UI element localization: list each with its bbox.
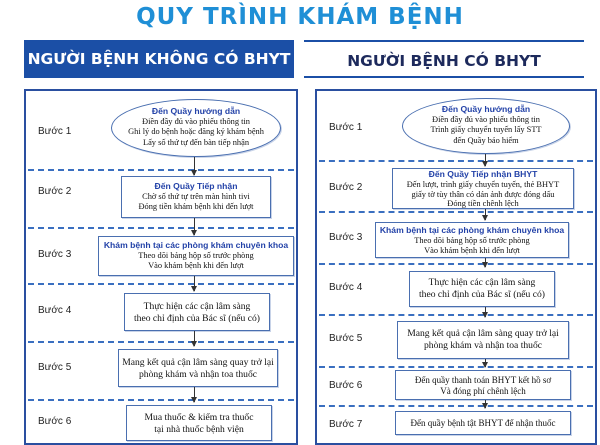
flow-arrow	[194, 387, 195, 402]
step-box	[121, 176, 271, 218]
step-label: Bước 1	[329, 122, 363, 133]
step-title: Đến Quầy hướng dẫn	[441, 104, 531, 114]
step-label: Bước 6	[38, 416, 72, 427]
step-title: Đến Quầy hướng dẫn	[151, 106, 241, 116]
step-label: Bước 6	[329, 380, 363, 391]
step-text: Đến lượt, trình giấy chuyển tuyến, thẻ BHYT	[406, 179, 560, 189]
step-text: phòng khám và nhận toa thuốc	[423, 339, 543, 351]
step-text: theo chỉ định của Bác sĩ (nếu có)	[133, 312, 260, 324]
step-box	[409, 271, 555, 307]
step-box	[118, 349, 278, 387]
step-text: phòng khám và nhận toa thuốc	[138, 368, 258, 380]
flow-arrow	[194, 218, 195, 235]
step-box	[111, 99, 281, 157]
header-insurance: NGƯỜI BỆNH CÓ BHYT	[304, 40, 584, 78]
step-label: Bước 2	[329, 182, 363, 193]
step-label: Bước 3	[38, 249, 72, 260]
step-text: Theo dõi bảng hộp số trước phòng	[414, 235, 530, 245]
flow-arrow	[485, 400, 486, 408]
step-text: Đến quầy bệnh tật BHYT để nhận thuốc	[410, 418, 556, 428]
step-box	[395, 411, 571, 435]
step-text: Điền đầy đủ vào phiếu thông tin	[432, 114, 540, 124]
step-text: Mua thuốc & kiểm tra thuốc	[144, 412, 254, 423]
step-box	[375, 222, 569, 258]
flow-arrow	[485, 258, 486, 267]
flow-arrow	[485, 154, 486, 166]
step-title: Đến Quầy Tiếp nhận	[154, 181, 238, 191]
step-text: theo chỉ định của Bác sĩ (nếu có)	[418, 288, 545, 300]
flow-arrow	[485, 307, 486, 317]
step-text: Và đóng phí chênh lệch	[440, 386, 526, 397]
step-text: Trình giấy chuyển tuyến lấy STT	[430, 125, 542, 135]
flow-no-insurance	[24, 89, 298, 445]
step-box	[124, 293, 270, 331]
step-label: Bước 1	[38, 126, 72, 137]
flow-arrow	[194, 276, 195, 291]
step-text: Đến quầy thanh toán BHYT kết hồ sơ	[414, 375, 552, 385]
step-label: Bước 2	[38, 186, 72, 197]
step-label: Bước 4	[329, 282, 363, 293]
step-text: đến Quầy bảo hiểm	[453, 135, 519, 145]
step-text: Mang kết quả cận lâm sàng quay trở lại	[407, 328, 559, 339]
step-title: Khám bệnh tại các phòng khám chuyên khoa	[103, 240, 289, 250]
page-title: QUY TRÌNH KHÁM BỆNH	[136, 4, 464, 30]
flow-arrow	[485, 359, 486, 367]
step-text: Vào khám bệnh khi đến lượt	[424, 246, 520, 256]
step-box	[402, 98, 570, 154]
step-label: Bước 5	[329, 333, 363, 344]
step-text: Chờ số thứ tự trên màn hình tivi	[142, 191, 250, 201]
step-text: Theo dõi bảng hộp số trước phòng	[138, 250, 254, 260]
step-text: tại nhà thuốc bệnh viện	[154, 423, 244, 435]
step-text: giấy tờ tùy thân có dán ảnh được đóng dấu	[411, 189, 555, 199]
step-label: Bước 7	[329, 419, 363, 430]
step-label: Bước 4	[38, 305, 72, 316]
flow-arrow	[485, 209, 486, 220]
step-text: Đóng tiền khám bệnh khi đến lượt	[138, 202, 254, 212]
step-box	[126, 405, 272, 441]
step-title: Khám bệnh tại các phòng khám chuyên khoa	[379, 225, 565, 235]
step-box	[98, 236, 294, 276]
step-box	[397, 321, 569, 359]
step-text: Đóng tiền chênh lệch	[447, 199, 519, 209]
step-text: Lấy số thứ tự đến bàn tiếp nhận	[142, 137, 250, 147]
step-box	[392, 168, 574, 209]
step-text: Thực hiện các cận lâm sàng	[143, 301, 251, 312]
step-text: Ghi lý do bệnh hoặc đăng ký khám bệnh	[128, 127, 264, 137]
flow-arrow	[194, 157, 195, 175]
step-title: Đến Quầy Tiếp nhận BHYT	[428, 169, 538, 179]
step-text: Mang kết quả cận lâm sàng quay trở lại	[122, 357, 274, 368]
step-label: Bước 5	[38, 362, 72, 373]
header-no-insurance: NGƯỜI BỆNH KHÔNG CÓ BHYT	[24, 40, 294, 78]
step-text: Vào khám bệnh khi đến lượt	[148, 261, 244, 271]
step-label: Bước 3	[329, 232, 363, 243]
flow-insurance	[315, 89, 597, 445]
flow-arrow	[194, 331, 195, 346]
step-text: Điền đầy đủ vào phiếu thông tin	[142, 116, 250, 126]
step-box	[395, 370, 571, 400]
step-text: Thực hiện các cận lâm sàng	[428, 277, 536, 288]
